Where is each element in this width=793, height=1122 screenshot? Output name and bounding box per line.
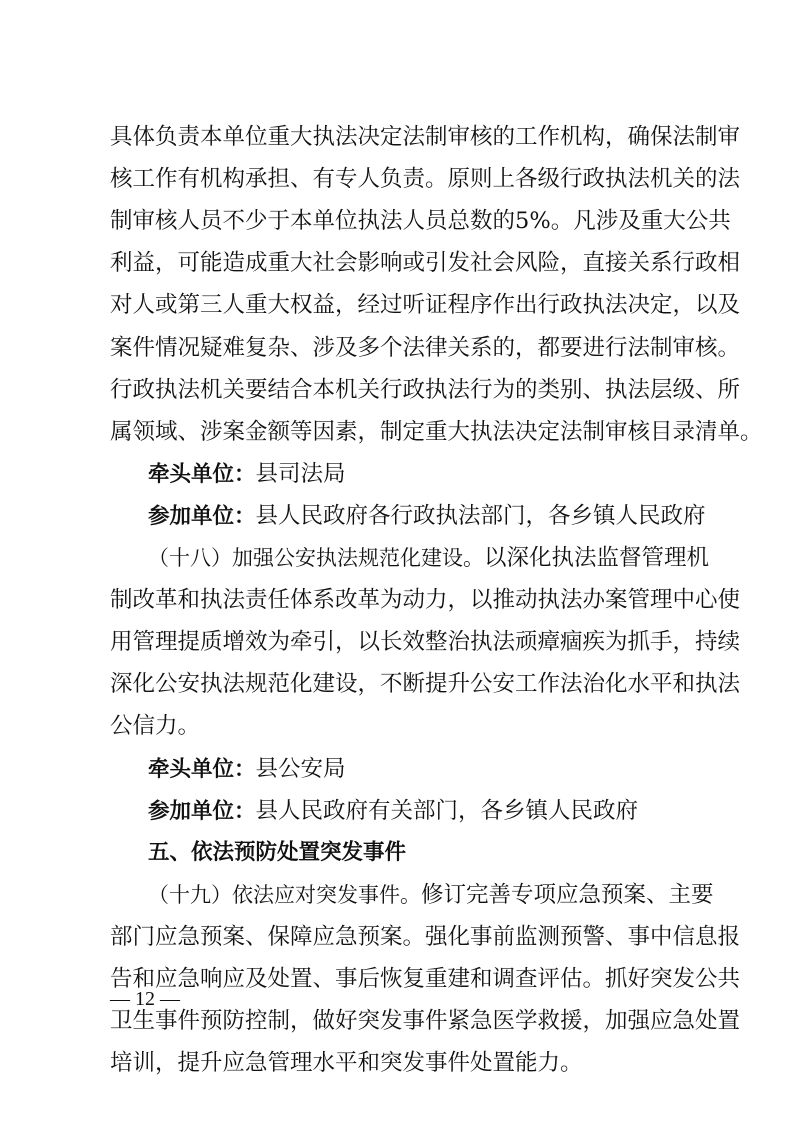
- lead-unit-line: [148, 750, 687, 788]
- participating-unit-label: 参加单位：: [148, 798, 256, 824]
- paragraph-line: 深化公安执法规范化建设，不断提升公安工作法治化水平和执法: [110, 671, 741, 698]
- lead-unit-line: [148, 455, 687, 493]
- participating-unit-value: 县人民政府各行政执法部门，各乡镇人民政府: [255, 502, 706, 529]
- page-number: — 12 —: [110, 988, 180, 1010]
- paragraph-line: 公信力。: [110, 713, 201, 740]
- paragraph-line: 案件情况疑难复杂、涉及多个法律关系的，都要进行法制审核。: [110, 334, 741, 361]
- paragraph-line: 制改革和执法责任体系改革为动力，以推动执法办案管理中心使: [110, 587, 741, 614]
- paragraph-line: 制审核人员不少于本单位执法人员总数的5%。凡涉及重大公共: [110, 208, 731, 235]
- paragraph-line: 对人或第三人重大权益，经过听证程序作出行政执法决定，以及: [110, 292, 741, 319]
- paragraph-line: 培训，提升应急管理水平和突发事件处置能力。: [110, 1050, 583, 1077]
- participating-unit-label: 参加单位：: [148, 503, 256, 529]
- lead-unit-value: 县司法局: [255, 460, 346, 487]
- section-heading: 五、依法预防处置突发事件: [148, 839, 407, 865]
- item-18-first-line: [148, 539, 710, 577]
- lead-unit-value: 县公安局: [255, 755, 346, 782]
- item-18-first-line-text: 以深化执法监督管理机: [484, 545, 710, 571]
- paragraph-line: 告和应急响应及处置、事后恢复重建和调查评估。抓好突发公共: [110, 966, 741, 992]
- lead-unit-label: 牵头单位：: [148, 461, 256, 487]
- participating-unit-line: [148, 792, 687, 830]
- item-18-title: （十八）加强公安执法规范化建设。: [148, 546, 484, 570]
- paragraph-line: 利益，可能造成重大社会影响或引发社会风险，直接关系行政相: [110, 250, 741, 277]
- item-19-first-line-text: 修订完善专项应急预案、主要: [421, 881, 714, 908]
- paragraph-line: 具体负责本单位重大执法决定法制审核的工作机构，确保法制审: [110, 124, 741, 150]
- participating-unit-value: 县人民政府有关部门，各乡镇人民政府: [255, 797, 639, 824]
- paragraph-line: 核工作有机构承担、有专人负责。原则上各级行政执法机关的法: [110, 166, 741, 193]
- paragraph-line: 用管理提质增效为牵引，以长效整治执法顽瘴痼疾为抓手，持续: [110, 629, 741, 656]
- paragraph-line: 卫生事件预防控制，做好突发事件紧急医学救援，加强应急处置: [110, 1008, 741, 1035]
- item-19-title: （十九）依法应对突发事件。: [148, 882, 421, 907]
- item-19-first-line: [148, 876, 714, 914]
- paragraph-line: 部门应急预案、保障应急预案。强化事前监测预警、事中信息报: [110, 923, 741, 950]
- participating-unit-line: [148, 497, 706, 535]
- paragraph-line: 行政执法机关要结合本机关行政执法行为的类别、执法层级、所: [110, 376, 741, 403]
- lead-unit-label: 牵头单位：: [148, 756, 256, 782]
- paragraph-line: 属领域、涉案金额等因素，制定重大执法决定法制审核目录清单。: [110, 418, 763, 445]
